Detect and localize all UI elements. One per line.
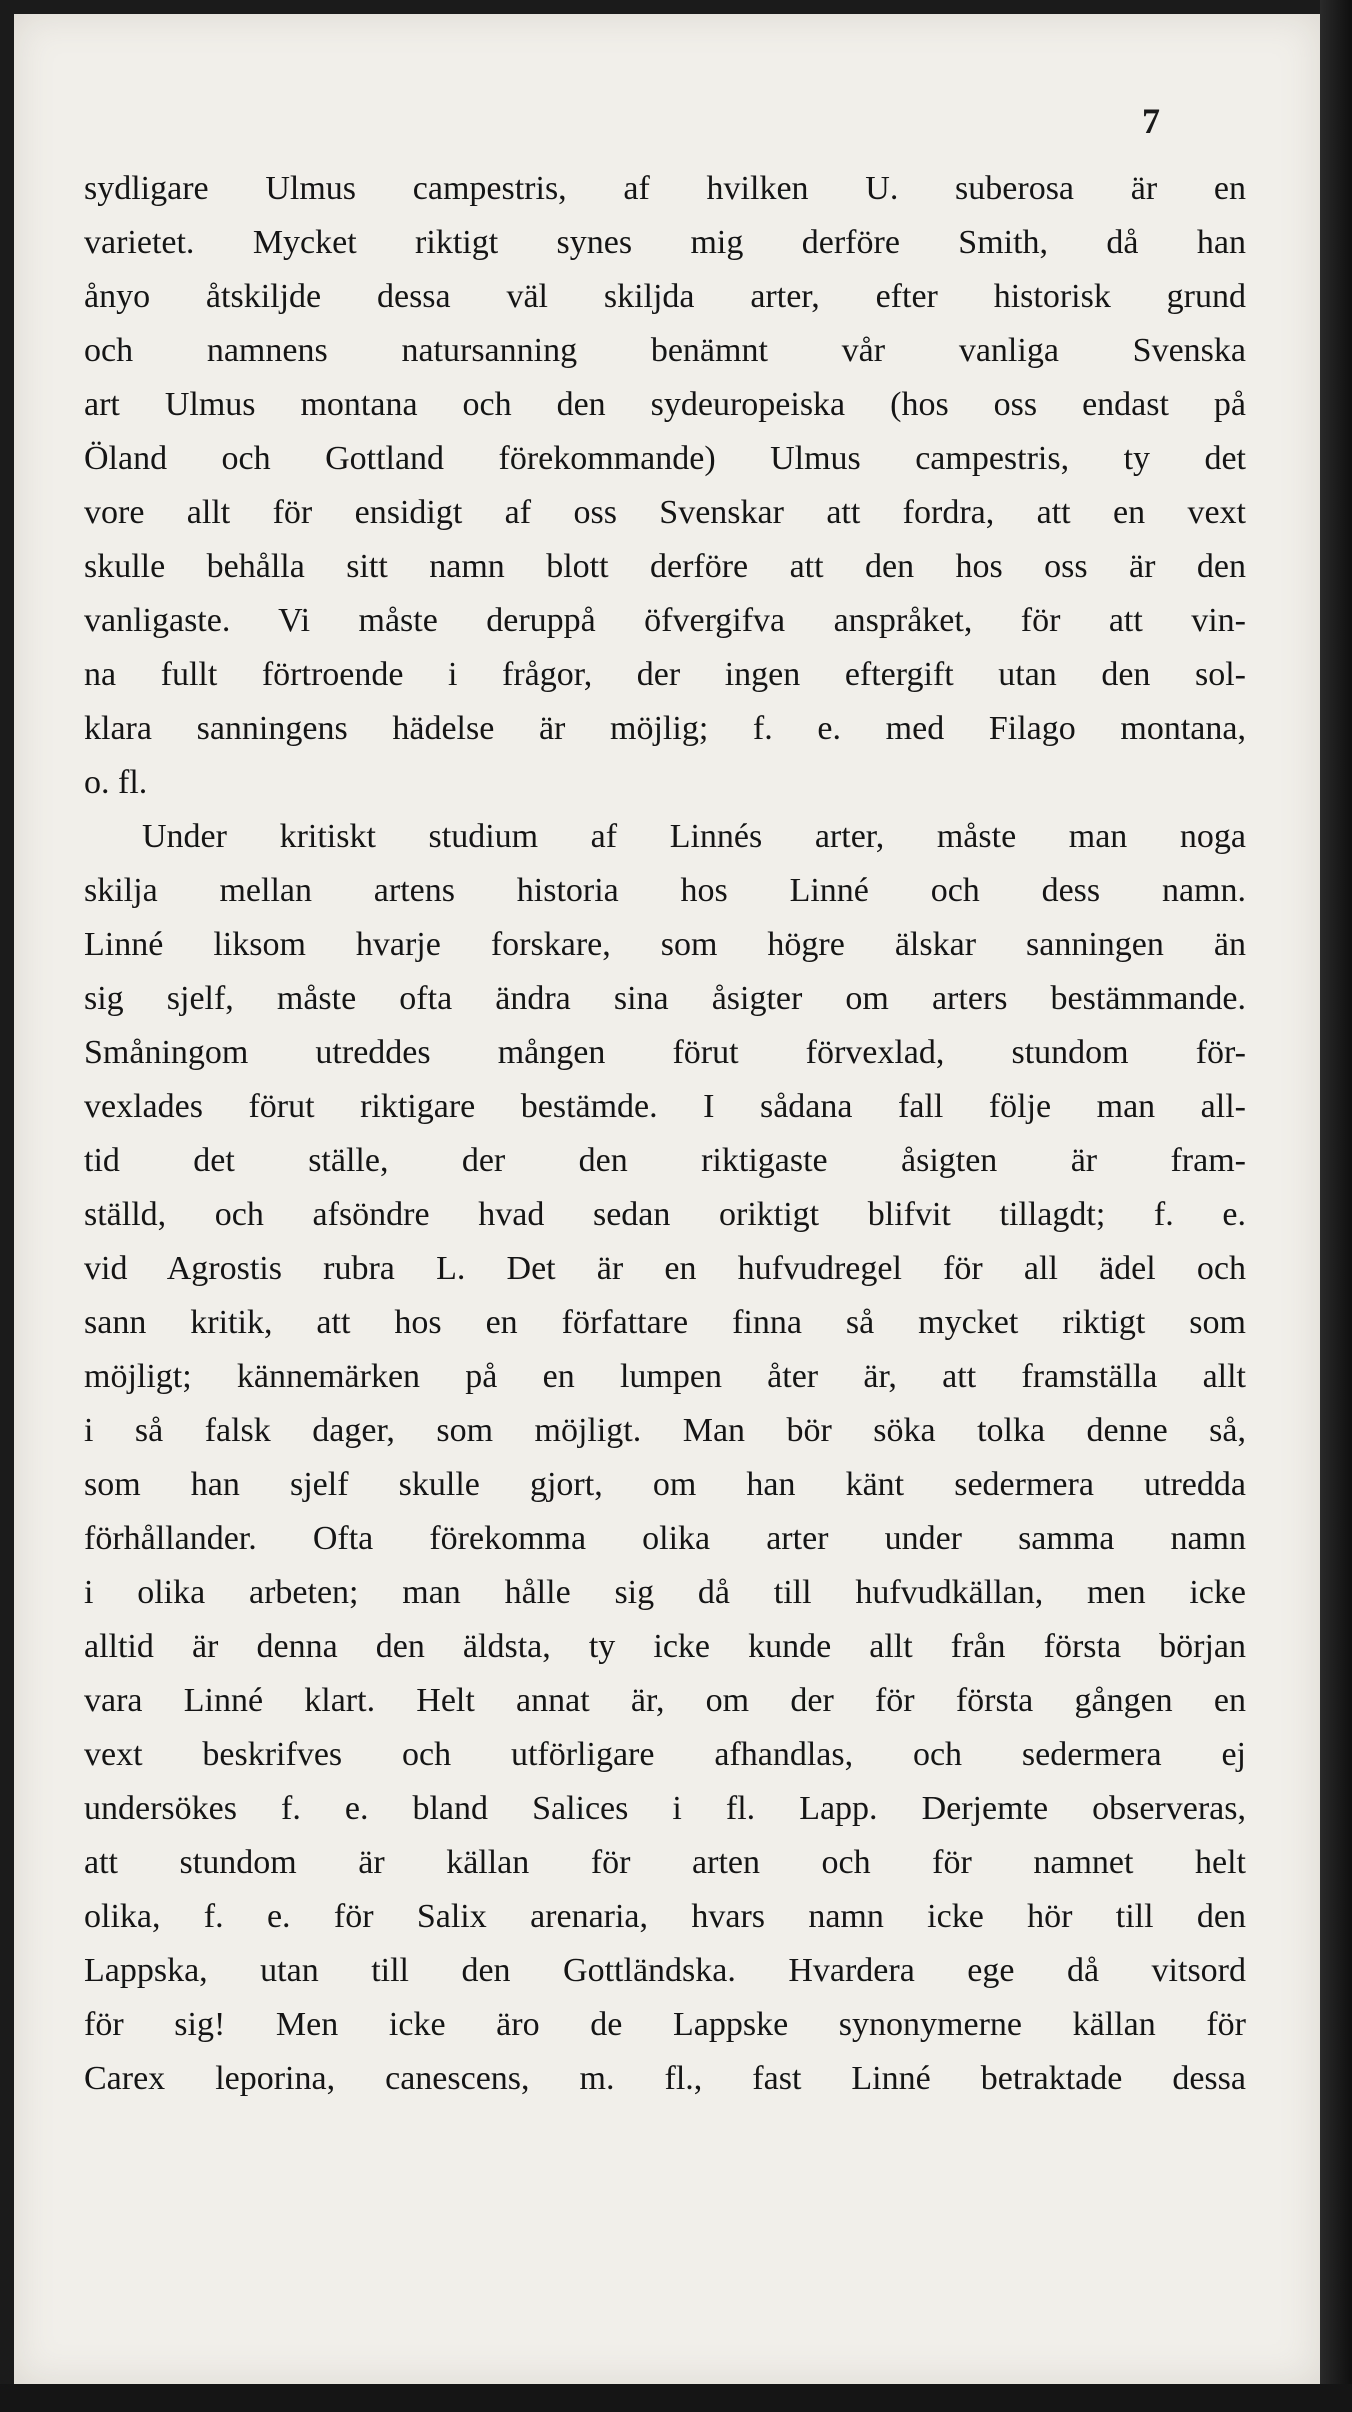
text-line: olika, f. e. för Salix arenaria, hvars namn icke hör till den	[84, 1898, 1246, 1935]
text-line: Lappska, utan till den Gottländska. Hvardera ege då vitsord	[84, 1952, 1246, 1989]
text-line: vid Agrostis rubra L. Det är en hufvudregel för all ädel och	[84, 1250, 1246, 1287]
scan-edge-right	[1320, 0, 1352, 2412]
text-line: sann kritik, att hos en författare finna så mycket riktigt som	[84, 1304, 1246, 1341]
text-line: klara sanningens hädelse är möjlig; f. e. med Filago montana,	[84, 710, 1246, 747]
text-line: förhållander. Ofta förekomma olika arter under samma namn	[84, 1520, 1246, 1557]
text-line: na fullt förtroende i frågor, der ingen eftergift utan den sol-	[84, 656, 1246, 693]
text-line: Småningom utreddes mången förut förvexlad, stundom för-	[84, 1034, 1246, 1071]
text-line: i så falsk dager, som möjligt. Man bör söka tolka denne så,	[84, 1412, 1246, 1449]
text-line: ånyo åtskiljde dessa väl skiljda arter, efter historisk grund	[84, 278, 1246, 315]
text-line: i olika arbeten; man hålle sig då till hufvudkällan, men icke	[84, 1574, 1246, 1611]
text-line: vexlades förut riktigare bestämde. I sådana fall följe man all-	[84, 1088, 1246, 1125]
text-line: Öland och Gottland förekommande) Ulmus campestris, ty det	[84, 440, 1246, 477]
text-line: vext beskrifves och utförligare afhandlas, och sedermera ej	[84, 1736, 1246, 1773]
text-line: vore allt för ensidigt af oss Svenskar att fordra, att en vext	[84, 494, 1246, 531]
scan-edge-bottom	[0, 2384, 1352, 2412]
text-line: för sig! Men icke äro de Lappske synonymerne källan för	[84, 2006, 1246, 2043]
text-line: vara Linné klart. Helt annat är, om der för första gången en	[84, 1682, 1246, 1719]
text-line: skilja mellan artens historia hos Linné och dess namn.	[84, 872, 1246, 909]
text-line: art Ulmus montana och den sydeuropeiska (hos oss endast på	[84, 386, 1246, 423]
text-line: Linné liksom hvarje forskare, som högre älskar sanningen än	[84, 926, 1246, 963]
text-line: tid det ställe, der den riktigaste åsigten är fram-	[84, 1142, 1246, 1179]
text-line: sydligare Ulmus campestris, af hvilken U. suberosa är en	[84, 170, 1246, 207]
body-text	[84, 162, 1246, 2106]
text-line: att stundom är källan för arten och för namnet helt	[84, 1844, 1246, 1881]
text-line: varietet. Mycket riktigt synes mig derföre Smith, då han	[84, 224, 1246, 261]
text-line: o. fl.	[84, 764, 148, 801]
text-line: och namnens natursanning benämnt vår vanliga Svenska	[84, 332, 1246, 369]
text-line: vanligaste. Vi måste deruppå öfvergifva anspråket, för att vin-	[84, 602, 1246, 639]
text-line: Under kritiskt studium af Linnés arter, måste man noga	[142, 818, 1246, 855]
text-line: sig sjelf, måste ofta ändra sina åsigter om arters bestämmande.	[84, 980, 1246, 1017]
text-line: Carex leporina, canescens, m. fl., fast Linné betraktade dessa	[84, 2060, 1246, 2097]
text-line: alltid är denna den äldsta, ty icke kunde allt från första början	[84, 1628, 1246, 1665]
text-line: skulle behålla sitt namn blott derföre att den hos oss är den	[84, 548, 1246, 585]
text-line: ställd, och afsöndre hvad sedan oriktigt blifvit tillagdt; f. e.	[84, 1196, 1246, 1233]
page-number: 7	[1142, 101, 1160, 141]
text-line: som han sjelf skulle gjort, om han känt sedermera utredda	[84, 1466, 1246, 1503]
text-line: möjligt; kännemärken på en lumpen åter är, att framställa allt	[84, 1358, 1246, 1395]
text-line: undersökes f. e. bland Salices i fl. Lapp. Derjemte observeras,	[84, 1790, 1246, 1827]
